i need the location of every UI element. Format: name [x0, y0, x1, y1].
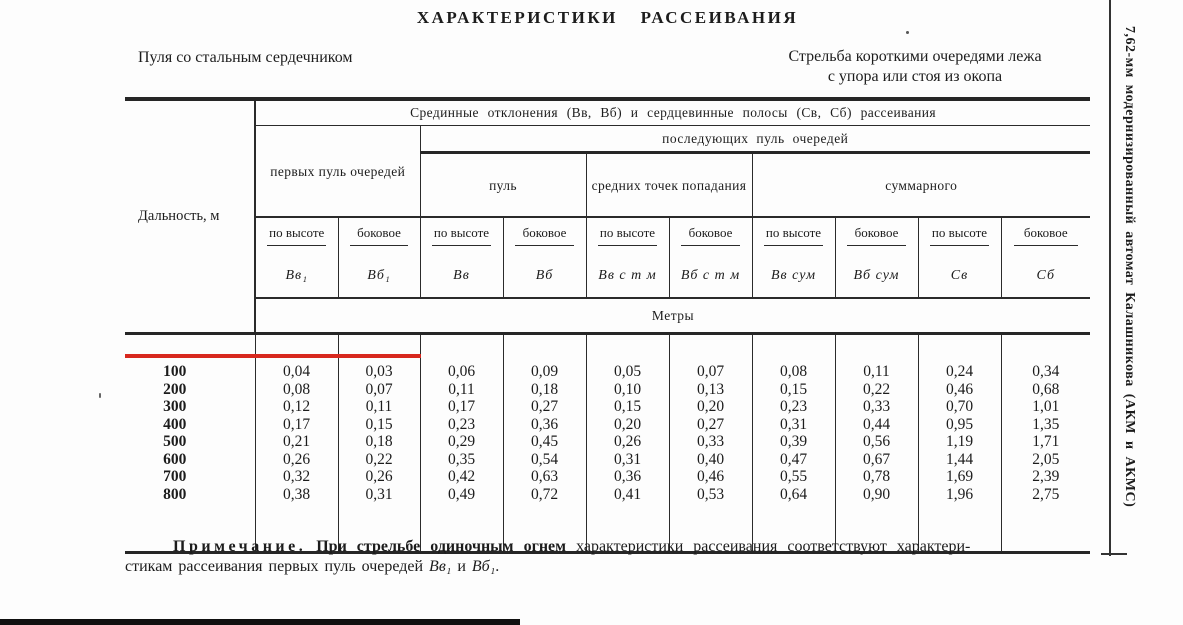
- value-cell: 0,10: [586, 381, 669, 399]
- value-cell: 0,07: [669, 334, 752, 381]
- value-cell: 0,12: [255, 398, 338, 416]
- table-row: [125, 451, 1090, 469]
- height-column-header-label: по высоте: [765, 225, 822, 240]
- range-cell: 200: [163, 380, 187, 398]
- value-cell: 1,69: [918, 468, 1001, 486]
- range-cell: 800: [163, 485, 187, 503]
- value-cell: 1,19: [918, 433, 1001, 451]
- range-cell: 600: [163, 450, 187, 468]
- height-column-header: [420, 217, 503, 255]
- scan-speck: [99, 393, 101, 398]
- value-cell: 2,75: [1001, 486, 1090, 504]
- header-underline: [764, 245, 823, 246]
- value-cell: 0,42: [420, 468, 503, 486]
- lateral-column-header-label: боковое: [688, 225, 733, 240]
- value-cell: 0,15: [586, 398, 669, 416]
- value-cell: 0,29: [420, 433, 503, 451]
- value-cell: 0,41: [586, 486, 669, 504]
- height-column-header-label: по высоте: [931, 225, 988, 240]
- value-cell: 2,05: [1001, 451, 1090, 469]
- footnote-line2-text: стикам рассеивания первых пуль очередей: [125, 558, 424, 575]
- value-cell: 0,35: [420, 451, 503, 469]
- value-cell: 0,11: [835, 334, 918, 381]
- dispersion-table: [125, 97, 1090, 554]
- subtitle-bullet-type: Пуля со стальным сердечником: [138, 49, 353, 66]
- value-cell: 0,09: [503, 334, 586, 381]
- subgroup-mean-points: средних точек попадания: [586, 153, 752, 218]
- lateral-column-header-label: боковое: [854, 225, 899, 240]
- table-main-header: Срединные отклонения (Вв, Вб) и сердцевинные полосы (Св, Сб) рассеивания: [255, 99, 1090, 126]
- value-cell: 0,90: [835, 486, 918, 504]
- value-cell: 0,07: [338, 381, 420, 399]
- subgroup-total: суммарного: [752, 153, 1090, 218]
- height-column-header: [918, 217, 1001, 255]
- lateral-column-header: [835, 217, 918, 255]
- value-cell: 0,34: [1001, 334, 1090, 381]
- table-row: [125, 486, 1090, 504]
- header-underline: [267, 245, 326, 246]
- subtitle-firing-mode-line1: Стрельба короткими очередями лежа: [788, 48, 1042, 65]
- value-cell: 0,20: [586, 416, 669, 434]
- symbol-header: Вб₁: [338, 255, 420, 298]
- lateral-column-header: [503, 217, 586, 255]
- value-cell: 0,23: [420, 416, 503, 434]
- value-cell: 0,05: [586, 334, 669, 381]
- value-cell: 0,46: [669, 468, 752, 486]
- value-cell: 1,35: [1001, 416, 1090, 434]
- value-cell: 0,13: [669, 381, 752, 399]
- value-cell: 0,15: [338, 416, 420, 434]
- value-cell: 0,22: [835, 381, 918, 399]
- symbol-header: Вв: [420, 255, 503, 298]
- value-cell: 0,63: [503, 468, 586, 486]
- header-underline: [515, 245, 574, 246]
- table-row: [125, 468, 1090, 486]
- footnote-line1: [173, 537, 1095, 557]
- value-cell: 1,96: [918, 486, 1001, 504]
- range-cell: 300: [163, 398, 187, 415]
- value-cell: 0,55: [752, 468, 835, 486]
- height-column-header-label: по высоте: [269, 225, 325, 240]
- value-cell: 0,15: [752, 381, 835, 399]
- footnote-symbol-vb1: Вб₁: [471, 558, 496, 575]
- range-column-header: Дальность, м: [125, 99, 255, 334]
- value-cell: 0,26: [586, 433, 669, 451]
- symbol-header: Вб с т м: [669, 255, 752, 298]
- value-cell: 0,27: [503, 398, 586, 416]
- header-underline: [350, 245, 408, 246]
- value-cell: 0,72: [503, 486, 586, 504]
- lateral-column-header-label: боковое: [357, 225, 401, 240]
- range-cell: 100: [163, 363, 187, 380]
- value-cell: 0,40: [669, 451, 752, 469]
- value-cell: 0,03: [338, 334, 420, 381]
- value-cell: 0,08: [752, 334, 835, 381]
- value-cell: 0,45: [503, 433, 586, 451]
- lateral-column-header: [338, 217, 420, 255]
- value-cell: 0,23: [752, 398, 835, 416]
- value-cell: 0,33: [835, 398, 918, 416]
- table-row: [125, 433, 1090, 451]
- value-cell: 0,31: [752, 416, 835, 434]
- value-cell: 0,11: [420, 381, 503, 399]
- value-cell: 0,08: [255, 381, 338, 399]
- value-cell: 0,27: [669, 416, 752, 434]
- value-cell: 0,54: [503, 451, 586, 469]
- value-cell: 0,33: [669, 433, 752, 451]
- value-cell: 1,71: [1001, 433, 1090, 451]
- value-cell: 2,39: [1001, 468, 1090, 486]
- header-underline: [1014, 245, 1078, 246]
- value-cell: 0,49: [420, 486, 503, 504]
- value-cell: 0,56: [835, 433, 918, 451]
- symbol-header: Св: [918, 255, 1001, 298]
- symbol-header: Вб: [503, 255, 586, 298]
- lateral-column-header-label: боковое: [1023, 225, 1068, 240]
- footnote: [125, 537, 1095, 577]
- subtitle-firing-mode-line2: с упора или стоя из окопа: [827, 68, 1003, 85]
- page-edge-rule: [1109, 0, 1111, 556]
- value-cell: 0,36: [586, 468, 669, 486]
- symbol-header: Сб: [1001, 255, 1090, 298]
- page-title: ХАРАКТЕРИСТИКИ РАССЕИВАНИЯ: [416, 8, 799, 27]
- red-highlight-line: [125, 354, 421, 358]
- value-cell: 0,18: [338, 433, 420, 451]
- group-following-bullets: последующих пуль очередей: [420, 126, 1090, 153]
- scan-speck: [906, 31, 909, 34]
- value-cell: 0,70: [918, 398, 1001, 416]
- value-cell: 0,67: [835, 451, 918, 469]
- value-cell: 0,31: [338, 486, 420, 504]
- value-cell: 1,44: [918, 451, 1001, 469]
- symbol-header: Вв₁: [255, 255, 338, 298]
- value-cell: 0,26: [255, 451, 338, 469]
- value-cell: 0,64: [752, 486, 835, 504]
- range-cell: 700: [163, 468, 187, 485]
- value-cell: 0,38: [255, 486, 338, 504]
- header-underline: [432, 245, 491, 246]
- value-cell: 0,95: [918, 416, 1001, 434]
- group-first-bullets: первых пуль очередей: [255, 126, 420, 218]
- range-cell: 400: [163, 415, 187, 433]
- value-cell: 0,17: [420, 398, 503, 416]
- table-body: [125, 334, 1090, 553]
- value-cell: 0,26: [338, 468, 420, 486]
- header-underline: [681, 245, 740, 246]
- footnote-conjunction: и: [457, 558, 466, 575]
- value-cell: 0,31: [586, 451, 669, 469]
- value-cell: 0,78: [835, 468, 918, 486]
- value-cell: 1,01: [1001, 398, 1090, 416]
- scan-artifact-bar: [0, 619, 520, 625]
- height-column-header-label: по высоте: [599, 225, 656, 240]
- value-cell: 0,17: [255, 416, 338, 434]
- direction-header-row: [125, 217, 1090, 255]
- height-column-header: [255, 217, 338, 255]
- lateral-column-header-label: боковое: [522, 225, 567, 240]
- table-row: [125, 416, 1090, 434]
- footnote-period: .: [495, 558, 500, 575]
- spine-vertical-text: 7,62-мм модернизированный автомат Калашникова (АКМ и АКМС): [1122, 26, 1137, 508]
- units-row: Метры: [255, 298, 1090, 334]
- value-cell: 0,04: [255, 334, 338, 381]
- value-cell: 0,53: [669, 486, 752, 504]
- header-underline: [847, 245, 906, 246]
- value-cell: 0,32: [255, 468, 338, 486]
- footnote-symbol-vv1: Вв₁: [429, 558, 452, 575]
- symbol-header: Вб сум: [835, 255, 918, 298]
- value-cell: 0,06: [420, 334, 503, 381]
- footnote-label: Примечание.: [173, 538, 307, 555]
- value-cell: 0,24: [918, 334, 1001, 381]
- height-column-header: [752, 217, 835, 255]
- symbol-header-row: [125, 255, 1090, 298]
- footnote-line1-rest: характеристики рассеивания соответствуют характери-: [576, 538, 971, 555]
- header-underline: [930, 245, 989, 246]
- value-cell: 0,68: [1001, 381, 1090, 399]
- value-cell: 0,44: [835, 416, 918, 434]
- footnote-bold: При стрельбе одиночным огнем: [316, 538, 567, 555]
- table-row: [125, 398, 1090, 416]
- value-cell: 0,22: [338, 451, 420, 469]
- symbol-header: Вв сум: [752, 255, 835, 298]
- table-row: [125, 381, 1090, 399]
- height-column-header-label: по высоте: [433, 225, 490, 240]
- header-underline: [598, 245, 657, 246]
- value-cell: 0,36: [503, 416, 586, 434]
- lateral-column-header: [1001, 217, 1090, 255]
- lateral-column-header: [669, 217, 752, 255]
- value-cell: 0,46: [918, 381, 1001, 399]
- value-cell: 0,47: [752, 451, 835, 469]
- value-cell: 0,39: [752, 433, 835, 451]
- value-cell: 0,18: [503, 381, 586, 399]
- subgroup-bullets: пуль: [420, 153, 586, 218]
- range-cell: 500: [163, 433, 187, 450]
- value-cell: 0,11: [338, 398, 420, 416]
- footnote-line2: [125, 557, 1095, 577]
- value-cell: 0,21: [255, 433, 338, 451]
- subtitle-firing-mode: [740, 47, 1090, 87]
- height-column-header: [586, 217, 669, 255]
- symbol-header: Вв с т м: [586, 255, 669, 298]
- value-cell: 0,20: [669, 398, 752, 416]
